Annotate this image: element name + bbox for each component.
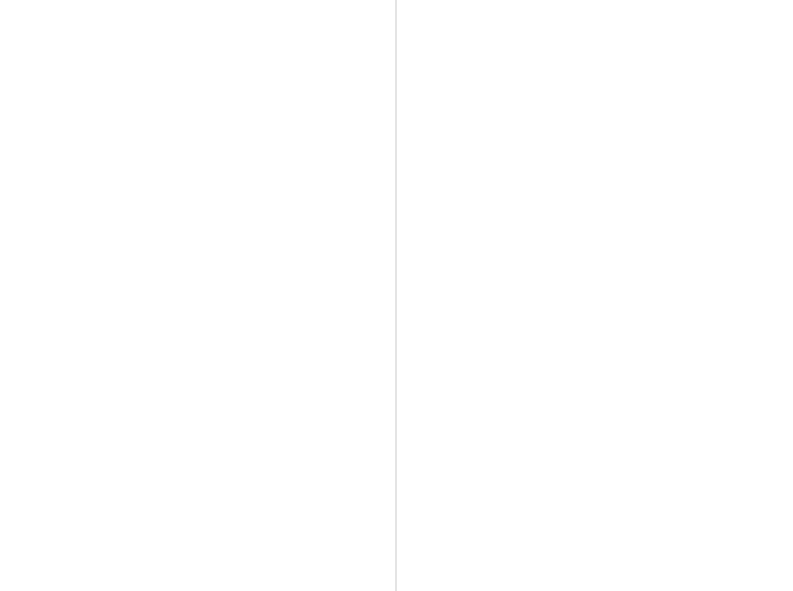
- left-page: [0, 0, 396, 591]
- left-toc: [54, 26, 354, 546]
- right-toc: [455, 26, 755, 546]
- right-page: [397, 0, 793, 591]
